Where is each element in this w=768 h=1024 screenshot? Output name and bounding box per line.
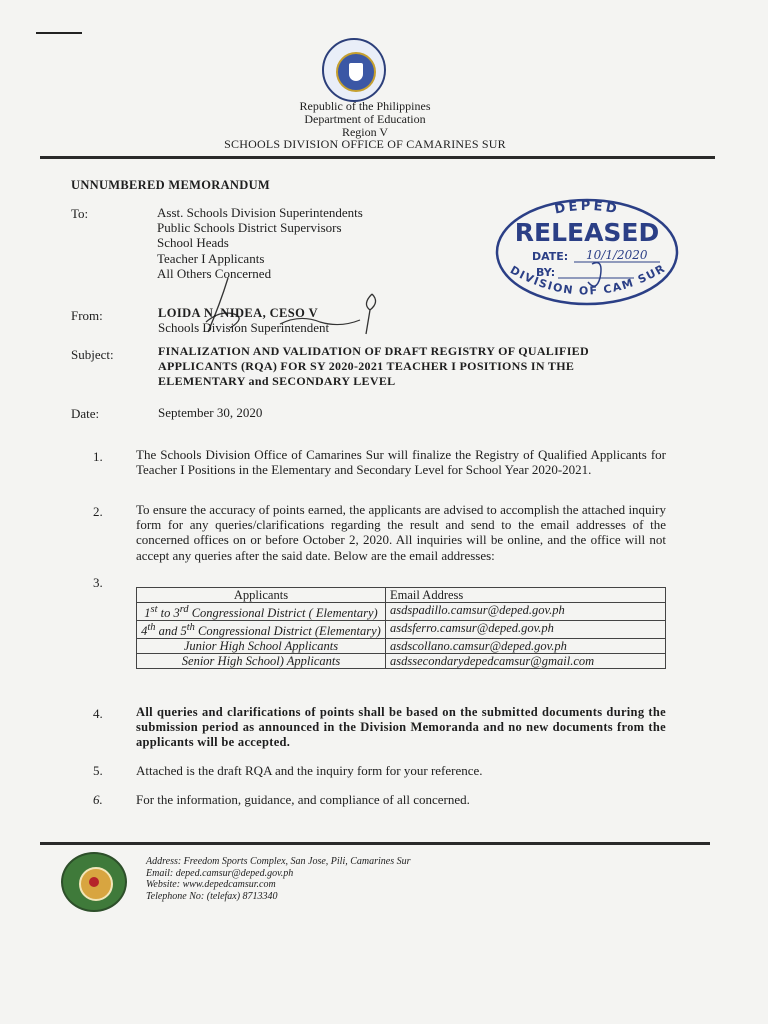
item-number: 3. [93, 575, 103, 590]
table-row [137, 654, 666, 669]
date-value: September 30, 2020 [158, 405, 263, 420]
memo-type: UNNUMBERED MEMORANDUM [71, 178, 270, 192]
sender-name: LOIDA N. NIDEA, CESO V [158, 306, 318, 320]
recipient: Public Schools District Supervisors [157, 220, 342, 236]
sender-title: Schools Division Superintendent [158, 320, 330, 335]
recipient: Asst. Schools Division Superintendents [157, 205, 363, 220]
released-stamp [492, 196, 682, 308]
stamp-date-label: DATE: [532, 250, 569, 263]
footer-divider [40, 842, 710, 845]
paragraph-4: All queries and clarifications of points shall be based on the submitted documents during the submission period as announced in the Division Memoranda and no new documents from the applicants will be accepted. [136, 705, 666, 749]
header-department: Department of Education [304, 112, 426, 126]
item-number: 6. [93, 792, 103, 807]
footer-email: Email: deped.camsur@deped.gov.ph [146, 867, 294, 879]
paragraph-1: The Schools Division Office of Camarines Sur will finalize the Registry of Qualified Applicants for Teacher I Positions in the Elementary and Secondary Level for School Year 2020-2021. [136, 447, 666, 478]
email-cell: asdspadillo.camsur@deped.gov.ph [386, 603, 666, 621]
date-label: Date: [71, 406, 100, 421]
email-cell: asdscollano.camsur@deped.gov.ph [386, 639, 666, 654]
applicant-cell: Junior High School Applicants [137, 639, 386, 654]
applicant-cell: 4th and 5th Congressional District (Elementary) [137, 621, 386, 639]
stamp-top-text: DEPED [553, 199, 621, 218]
stamp-main-text: RELEASED [514, 218, 660, 247]
recipient: All Others Concerned [157, 265, 272, 281]
corner-mark [36, 32, 82, 34]
footer-telephone: Telephone No: (telefax) 8713340 [146, 890, 278, 902]
header-office: SCHOOLS DIVISION OFFICE OF CAMARINES SUR [224, 137, 506, 151]
column-header: Email Address [386, 588, 666, 603]
paragraph-2: To ensure the accuracy of points earned, the applicants are advised to accomplish the attached inquiry form for any queries/clarifications regarding the result and send to the email addresses of the concerned offices on or before October 2, 2020. All inquiries will be online, and the office will not accept any queries after the said date. Below are the email addresses: [136, 502, 666, 563]
paragraph-6: For the information, guidance, and compliance of all concerned. [136, 792, 470, 807]
stamp-date-value: 10/1/2020 [586, 248, 648, 262]
footer-website: Website: www.depedcamsur.com [146, 879, 276, 890]
table-row [137, 639, 666, 654]
item-number: 1. [93, 449, 103, 464]
stamp-by-label: BY: [536, 266, 556, 279]
item-number: 5. [93, 763, 103, 778]
recipient: Teacher I Applicants [157, 250, 265, 266]
table-header-row [137, 588, 666, 603]
paragraph-5: Attached is the draft RQA and the inquiry form for your reference. [136, 763, 483, 778]
to-label: To: [71, 206, 89, 221]
item-number: 4. [93, 706, 103, 721]
recipient: School Heads [157, 235, 229, 251]
email-cell: asdssecondarydepedcamsur@gmail.com [386, 654, 666, 669]
recipient-list [157, 205, 363, 281]
deped-seal-icon [322, 38, 386, 102]
subject-text: FINALIZATION AND VALIDATION OF DRAFT REGISTRY OF QUALIFIED APPLICANTS (RQA) FOR SY 2020-2021 TEACHER I POSITIONS IN THE ELEMENTARY and SECONDARY LEVEL [158, 344, 589, 388]
item-number: 2. [93, 504, 103, 519]
svg-text:DEPED [553, 199, 620, 218]
email-cell: asdsferro.camsur@deped.gov.ph [386, 621, 666, 639]
header-region: Region V [341, 125, 389, 139]
from-label: From: [71, 308, 103, 323]
applicant-cell: Senior High School) Applicants [137, 654, 386, 669]
email-table [136, 587, 666, 669]
column-header: Applicants [137, 588, 386, 603]
table-row [137, 621, 666, 639]
footer-address: Address: Freedom Sports Complex, San Jose, Pili, Camarines Sur [146, 856, 411, 867]
subject-label: Subject: [71, 347, 114, 362]
table-row [137, 603, 666, 621]
footer-contact [146, 856, 411, 902]
division-logo-icon [61, 852, 127, 912]
applicant-cell: 1st to 3rd Congressional District ( Elementary) [137, 603, 386, 621]
header-divider [40, 156, 715, 159]
header-republic: Republic of the Philippines [299, 99, 431, 113]
stamp-bottom-text: DIVISION OF CAM SUR [507, 261, 669, 298]
